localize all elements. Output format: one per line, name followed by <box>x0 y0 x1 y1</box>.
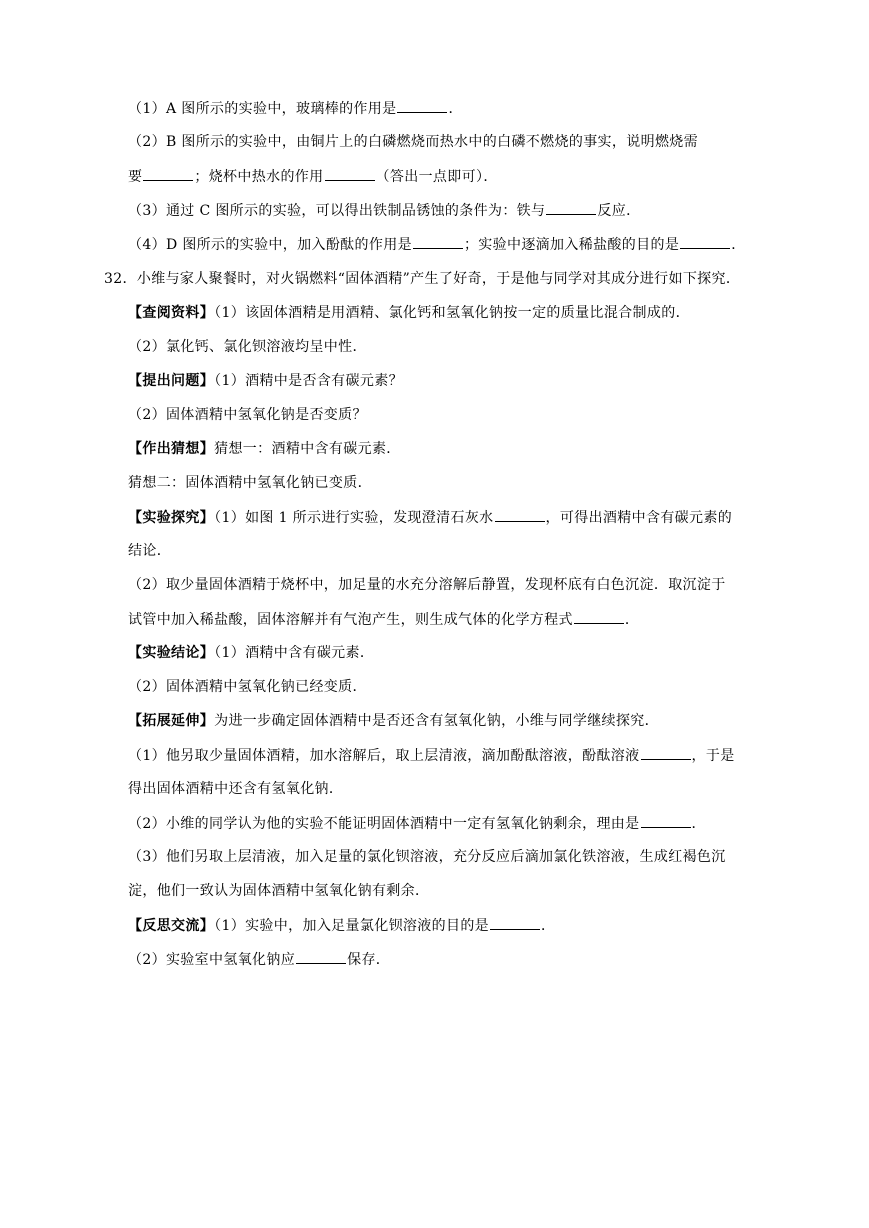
extend-text-1a: （1）他另取少量固体酒精，加水溶解后，取上层清液，滴加酚酞溶液，酚酞溶液 <box>128 748 640 764</box>
extend-text-3b: 淀，他们一致认为固体酒精中氢氧化钠有剩余． <box>128 883 430 899</box>
guess-text-1: 猜想一：酒精中含有碳元素． <box>214 441 401 457</box>
extend-line2 <box>128 745 735 766</box>
reflect-text-1a: （1）实验中，加入足量氯化钡溶液的目的是 <box>214 918 490 934</box>
answer-blank[interactable] <box>574 609 624 624</box>
explore-text-1c: 结论． <box>128 543 172 559</box>
answer-blank[interactable] <box>495 507 545 522</box>
extend-text-1b: ，于是 <box>691 748 735 764</box>
extend-line4 <box>128 813 706 834</box>
extend-text-3a: （3）他们另取上层清液，加入足量的氯化钡溶液，充分反应后滴加氯化铁溶液，生成红褐色沉 <box>128 849 726 865</box>
question-text-1: （1）酒精中是否含有碳元素？ <box>214 373 403 389</box>
answer-blank[interactable] <box>641 745 691 760</box>
explore-text-1b: ，可得出酒精中含有碳元素的 <box>545 510 733 526</box>
explore-text-2a: （2）取少量固体酒精于烧杯中，加足量的水充分溶解后静置，发现杯底有白色沉淀．取沉淀于 <box>128 577 726 593</box>
extend-line5 <box>128 847 726 867</box>
q31-part2-text: （2）B 图所示的实验中，由铜片上的白磷燃烧而热水中的白磷不燃烧的事实，说明燃烧需 <box>128 134 698 150</box>
q31-part1 <box>128 98 463 119</box>
extend-intro-text: 为进一步确定固体酒精中是否还含有氢氧化钠，小维与同学继续探究． <box>214 713 659 729</box>
guess-line1 <box>128 439 401 459</box>
explore-text-1a: （1）如图 1 所示进行实验，发现澄清石灰水 <box>214 510 494 526</box>
section-heading-extend: 【拓展延伸】 <box>128 713 215 729</box>
extend-text-1c: 得出固体酒精中还含有氢氧化钠． <box>128 781 344 797</box>
q31-part4-text: （4）D 图所示的实验中，加入酚酞的作用是 <box>128 237 412 253</box>
explore-line3 <box>128 575 726 595</box>
explore-line2 <box>128 541 171 561</box>
research-text-2: （2）氯化钙、氯化钡溶液均呈中性． <box>128 339 367 355</box>
reflect-line1 <box>128 915 555 936</box>
answer-blank[interactable] <box>413 234 463 249</box>
conclusion-text-1: （1）酒精中含有碳元素． <box>214 645 375 661</box>
answer-blank[interactable] <box>490 915 540 930</box>
punctuation: ． <box>448 101 463 117</box>
q31-part2-line1 <box>128 132 698 152</box>
section-heading-guess: 【作出猜想】 <box>128 441 215 457</box>
q32-intro <box>104 269 740 289</box>
answer-blank[interactable] <box>143 166 193 181</box>
q31-part2-text-a: 要 <box>128 169 143 185</box>
q31-part3-text: （3）通过 C 图所示的实验，可以得出铁制品锈蚀的条件为：铁与 <box>128 203 546 219</box>
answer-blank[interactable] <box>546 200 596 215</box>
section-heading-conclusion: 【实验结论】 <box>128 645 215 661</box>
reflect-text-2b: 保存． <box>347 952 391 968</box>
guess-text-2: 猜想二：固体酒精中氢氧化钠已变质． <box>128 475 372 491</box>
research-line1 <box>128 303 690 323</box>
q31-part2-text-c: （答出一点即可）． <box>375 169 498 185</box>
q31-part3-text-b: 反应． <box>597 203 641 219</box>
extend-line3 <box>128 779 343 799</box>
research-line2 <box>128 337 367 357</box>
question-line1 <box>128 371 403 391</box>
q31-part1-text: （1）A 图所示的实验中，玻璃棒的作用是 <box>128 101 397 117</box>
conclusion-line1 <box>128 643 374 663</box>
extend-line1 <box>128 711 659 731</box>
extend-line6 <box>128 881 429 901</box>
section-heading-question: 【提出问题】 <box>128 373 215 389</box>
answer-blank[interactable] <box>680 234 730 249</box>
punctuation: ． <box>691 816 706 832</box>
answer-blank[interactable] <box>296 949 346 964</box>
research-text-1: （1）该固体酒精是用酒精、氯化钙和氢氧化钠按一定的质量比混合制成的． <box>214 305 690 321</box>
q31-part3 <box>128 200 640 221</box>
explore-line1 <box>128 507 732 528</box>
guess-line2 <box>128 473 372 493</box>
q32-intro-text: 32．小维与家人聚餐时，对火锅燃料“固体酒精”产生了好奇，于是他与同学对其成分进行如下探究． <box>104 271 741 287</box>
punctuation: ． <box>541 918 556 934</box>
punctuation: ． <box>624 612 640 628</box>
answer-blank[interactable] <box>325 166 375 181</box>
extend-text-2a: （2）小维的同学认为他的实验不能证明固体酒精中一定有氢氧化钠剩余，理由是 <box>128 816 640 832</box>
q31-part4-text-b: ；实验中逐滴加入稀盐酸的目的是 <box>463 237 680 253</box>
answer-blank[interactable] <box>397 98 447 113</box>
question-text-2: （2）固体酒精中氢氧化钠是否变质？ <box>128 407 367 423</box>
section-heading-research: 【查阅资料】 <box>128 305 215 321</box>
q31-part2-text-b: ；烧杯中热水的作用 <box>194 169 324 185</box>
section-heading-explore: 【实验探究】 <box>128 510 215 526</box>
reflect-text-2a: （2）实验室中氢氧化钠应 <box>128 952 296 968</box>
explore-text-2b: 试管中加入稀盐酸，固体溶解并有气泡产生，则生成气体的化学方程式 <box>128 612 573 628</box>
answer-blank[interactable] <box>641 813 691 828</box>
conclusion-text-2: （2）固体酒精中氢氧化钠已经变质． <box>128 679 367 695</box>
explore-line4 <box>128 609 639 630</box>
q31-part4 <box>128 234 746 255</box>
conclusion-line2 <box>128 677 367 697</box>
punctuation: ． <box>731 237 746 253</box>
question-line2 <box>128 405 367 425</box>
q31-part2-line2 <box>128 166 498 187</box>
section-heading-reflect: 【反思交流】 <box>128 918 215 934</box>
reflect-line2 <box>128 949 390 970</box>
